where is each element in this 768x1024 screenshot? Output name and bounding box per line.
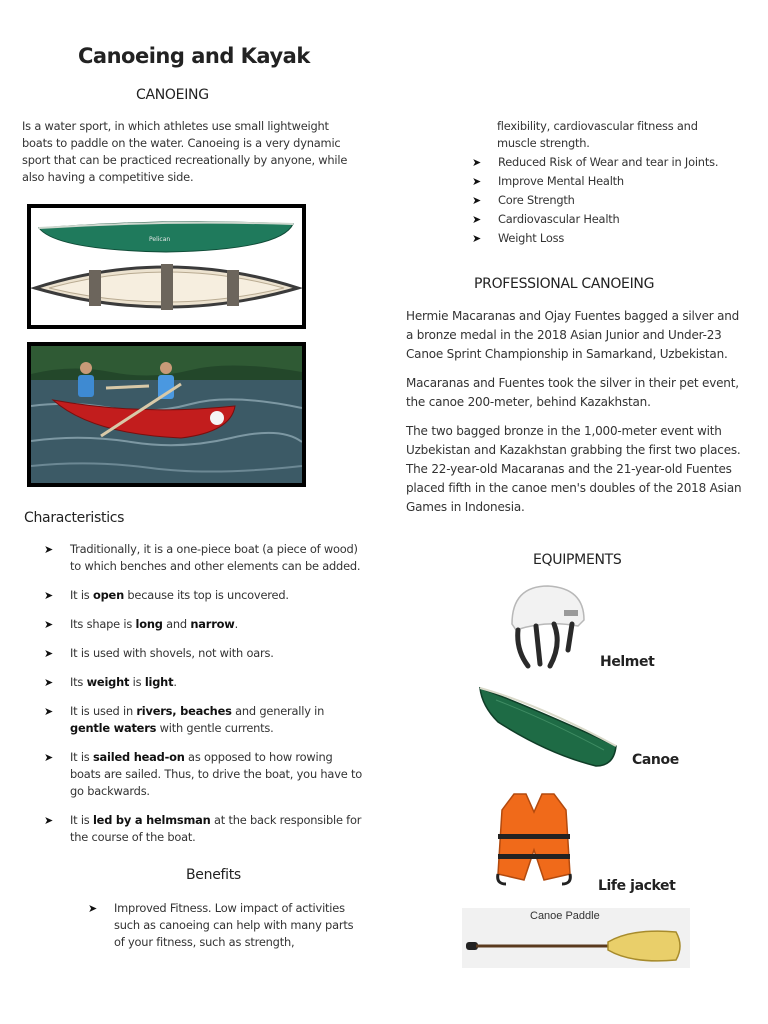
canoe-image xyxy=(27,204,306,329)
benefits-list-right xyxy=(472,153,752,248)
list-item: ➤ Cardiovascular Health xyxy=(472,210,752,229)
canoeing-heading: CANOEING xyxy=(136,87,209,103)
page-title: Canoeing and Kayak xyxy=(78,44,310,68)
list-item: ➤ Reduced Risk of Wear and tear in Joints. xyxy=(472,153,752,172)
list-item: ➤ It is led by a helmsman at the back responsible for the course of the boat. xyxy=(44,812,362,846)
list-item: ➤ It is used with shovels, not with oars. xyxy=(44,645,362,662)
professional-paragraph-1: Hermie Macaranas and Ojay Fuentes bagged a silver and a bronze medal in the 2018 Asian Junior and Under-23 Canoe Sprint Championship in Samarkand, Uzbekistan. xyxy=(406,309,740,361)
list-item: ➤ Improve Mental Health xyxy=(472,172,752,191)
intro-paragraph: Is a water sport, in which athletes use small lightweight boats to paddle on the water. Canoeing is a very dynamic sport that can be practiced recreationally by anyone, while also having a competitive side. xyxy=(22,119,348,184)
canoe-label: Canoe xyxy=(632,752,679,768)
river-photo-illustration xyxy=(31,346,302,483)
paddle-caption: Canoe Paddle xyxy=(530,910,600,922)
professional-paragraph-2: Macaranas and Fuentes took the silver in their pet event, the canoe 200-meter, behind Kazakhstan. xyxy=(406,376,739,409)
professional-text xyxy=(406,307,748,517)
professional-paragraph-4: The 22-year-old Macaranas and the 21-year-old Fuentes placed fifth in the canoe men's doubles of the 2018 Asian Games in Indonesia. xyxy=(406,462,742,514)
professional-paragraph-3: The two bagged bronze in the 1,000-meter event with Uzbekistan and Kazakhstan grabbing the first two places. xyxy=(406,424,741,457)
benefits-list-left xyxy=(88,900,358,951)
list-item: ➤ Traditionally, it is a one-piece boat (a piece of wood) to which benches and other elements can be added. xyxy=(44,541,362,575)
professional-heading: PROFESSIONAL CANOEING xyxy=(474,276,655,292)
list-item: ➤ It is open because its top is uncovered. xyxy=(44,587,362,604)
benefits-continued: flexibility, cardiovascular fitness and muscle strength. xyxy=(497,119,698,150)
list-item: ➤ Core Strength xyxy=(472,191,752,210)
list-item: ➤ Improved Fitness. Low impact of activities such as canoeing can help with many parts of your fitness, such as strength, xyxy=(88,900,358,951)
paddle-icon xyxy=(462,922,690,966)
list-item: ➤ Its weight is light. xyxy=(44,674,362,691)
characteristics-heading: Characteristics xyxy=(24,510,125,526)
characteristics-list xyxy=(44,541,362,858)
equipments-heading: EQUIPMENTS xyxy=(533,552,622,568)
canoe-illustration xyxy=(31,208,302,325)
list-item: ➤ It is sailed head-on as opposed to how rowing boats are sailed. Thus, to drive the boat, you have to go backwards. xyxy=(44,749,362,800)
canoe-brand-text: Pelican xyxy=(149,236,171,243)
list-item: ➤ It is used in rivers, beaches and generally in gentle waters with gentle currents. xyxy=(44,703,362,737)
canoe-icon xyxy=(478,684,620,770)
people-canoeing-image xyxy=(27,342,306,487)
benefits-heading: Benefits xyxy=(186,867,241,883)
paddle-image xyxy=(462,908,690,968)
list-item: ➤ Weight Loss xyxy=(472,229,752,248)
life-jacket-icon xyxy=(492,790,576,888)
life-jacket-label: Life jacket xyxy=(598,878,676,894)
helmet-icon xyxy=(506,580,586,672)
helmet-label: Helmet xyxy=(600,654,655,670)
list-item: ➤ Its shape is long and narrow. xyxy=(44,616,362,633)
